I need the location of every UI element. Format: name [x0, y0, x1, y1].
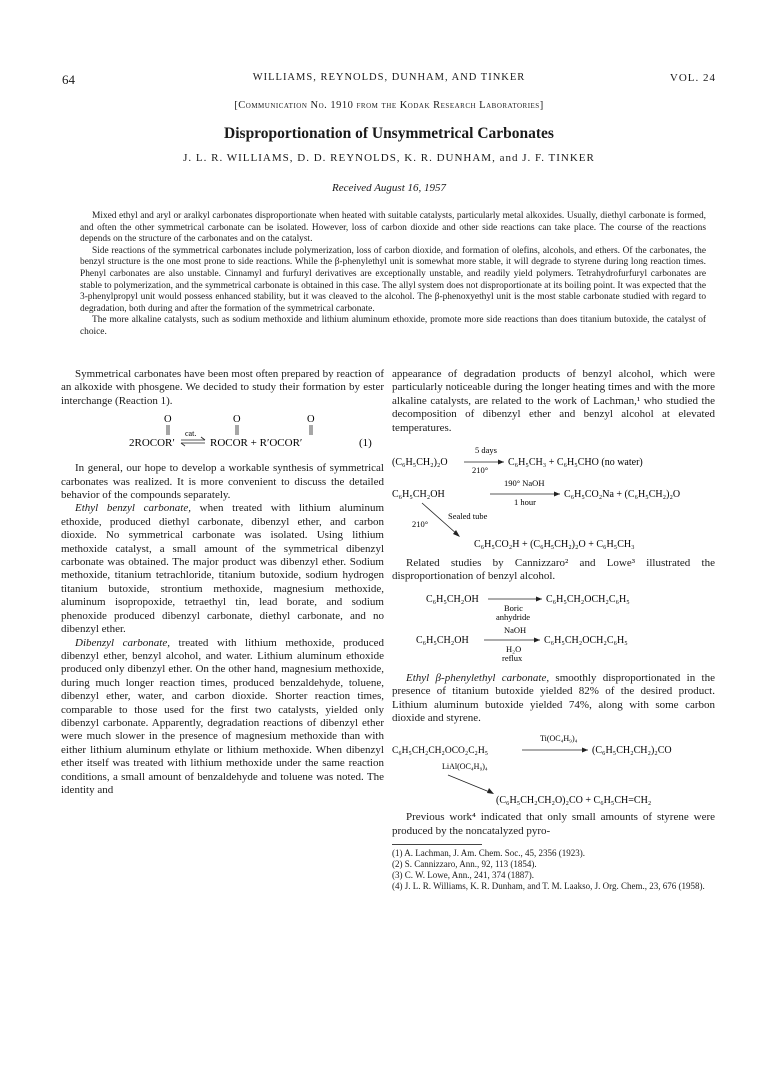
page-number: 64: [62, 72, 75, 87]
body-paragraph: Previous work⁴ indicated that only small amounts of styrene were produced by the noncatalyzed pyro-: [392, 811, 715, 837]
svg-text:190° NaOH: 190° NaOH: [504, 478, 545, 489]
svg-text:210°: 210°: [412, 519, 429, 530]
svg-text:C₆H₅CH₂OH: C₆H₅CH₂OH: [416, 634, 469, 646]
running-header: [62, 72, 716, 90]
svg-text:C₆H₅CH₃ + C₆H₅CHO (no water): C₆H₅CH₃ + C₆H₅CHO (no water): [508, 457, 643, 469]
svg-text:C₆H₅CH₂OCH₂C₆H₅: C₆H₅CH₂OCH₂C₆H₅: [546, 593, 630, 605]
svg-text:Sealed tube: Sealed tube: [448, 511, 488, 522]
catalyst-label: cat.: [185, 429, 197, 439]
svg-text:C₆H₅CH₂OH: C₆H₅CH₂OH: [392, 489, 445, 501]
abstract-paragraph: The more alkaline catalysts, such as sodium methoxide and lithium aluminum ethoxide, promote more side reactions than does titanium butoxide, the catalyst of choice.: [80, 315, 706, 337]
svg-text:(C₆H₅CH₂CH₂O)₂CO + C₆H₅CH=CH₂: (C₆H₅CH₂CH₂O)₂CO + C₆H₅CH=CH₂: [496, 795, 652, 807]
svg-text:Ti(OC₄H₉)₄: Ti(OC₄H₉)₄: [540, 734, 578, 744]
svg-text:1 hour: 1 hour: [514, 497, 536, 508]
footnote: (2) S. Cannizzaro, Ann., 92, 113 (1854).: [392, 859, 537, 870]
running-title: WILLIAMS, REYNOLDS, DUNHAM, AND TINKER: [252, 72, 526, 83]
body-paragraph: Ethyl benzyl carbonate, when treated with lithium aluminum ethoxide, produced diethyl carbonate, dibenzyl ether, and carbon dioxide. No symmetrical carbonate was isolated. Using lithium methoxide catalyst, a small amount of the symmetrical dibenzyl carbonate was obtained. The major product was dibenzyl ether. Sodium methoxide, titanium tetrachloride, titanium butoxide, sodium hydrogen titanium butoxide, strontium methoxide, magnesium methoxide, aluminum isopropoxide, tetraethyl tin, lead borate, and sodium phenoxide produced dibenzyl carbonate, diethyl carbonate, and no dibenzyl ether.: [61, 502, 384, 636]
body-paragraph: Symmetrical carbonates have been most often prepared by reaction of an alkoxide with phosgene. We decided to study their formation by ester interchange (Reaction 1).: [61, 368, 384, 407]
reaction-right: ROCOR + R′OCOR′: [210, 437, 303, 450]
abstract-paragraph: Side reactions of the symmetrical carbonates include polymerization, loss of carbon dioxide, and formation of olefins, alcohols, and ethers. Of the carbonates, the benzyl structure is the one most prone to side reactions. While the β-phenylethyl unit is somewhat more stable, it will degrade to styrene during long reaction times. Phenyl carbonates are also unstable. Cinnamyl and furfuryl derivatives are exceptionally unstable, and readily yield polymers. Tetrahydrofurfuryl carbonates are stable to polymerization, and the symmetrical carbonate is obtained in this case. The allyl system does not disproportionate at its boiling point. It was expected that the 3-phenylpropyl unit would possess enhanced stability, but it was cleaved to the alcohol. The β-phenoxyethyl unit is the most stable carbonate studied with regard to degradation, both during and after the formation of the symmetrical carbonate.: [80, 245, 706, 314]
carbonyl-o: O: [307, 414, 315, 426]
scheme-lachman: [392, 441, 715, 553]
svg-text:210°: 210°: [472, 465, 489, 476]
svg-text:anhydride: anhydride: [496, 611, 530, 622]
footnote: (1) A. Lachman, J. Am. Chem. Soc., 45, 2356 (1923).: [392, 848, 585, 859]
svg-text:C₆H₅CH₂OH: C₆H₅CH₂OH: [426, 593, 479, 605]
abstract: [80, 211, 706, 339]
svg-text:Boric: Boric: [504, 602, 523, 613]
compound-heading: Ethyl β-phenylethyl carbonate,: [406, 671, 550, 684]
scheme-cannizzaro: [392, 588, 715, 668]
svg-text:C₆H₅CH₂CH₂OCO₂C₂H₅: C₆H₅CH₂CH₂OCO₂C₂H₅: [392, 746, 489, 757]
body-paragraph: In general, our hope to develop a workable synthesis of symmetrical carbonates was realized. It is more convenient to discuss the detailed behavior of the compounds separately.: [61, 462, 384, 502]
reaction-left: 2ROCOR′: [129, 437, 175, 450]
abstract-paragraph: Mixed ethyl and aryl or aralkyl carbonates disproportionate when heated with suitable catalysts, particularly metal alkoxides. Usually, diethyl carbonate is formed, and often the other symmetrical carbonate can be isolated. However, loss of carbon dioxide and other side reactions can take place. The course of the reactions depends on the structure of the carbonates and on the catalyst.: [80, 211, 706, 245]
scheme-phenylethyl: [392, 731, 715, 807]
compound-heading: Ethyl benzyl carbonate,: [75, 502, 191, 515]
reaction-1: [61, 410, 384, 458]
volume-label: VOL. 24: [669, 72, 716, 84]
svg-text:reflux: reflux: [502, 652, 523, 663]
carbonyl-o: O: [164, 414, 172, 426]
footnote: (3) C. W. Lowe, Ann., 241, 374 (1887).: [392, 870, 534, 881]
svg-text:LiAl(OC₄H₉)₄: LiAl(OC₄H₉)₄: [442, 762, 488, 772]
footnote: (4) J. L. R. Williams, K. R. Dunham, and T. M. Laakso, J. Org. Chem., 23, 676 (1958).: [392, 881, 705, 892]
footnote-rule: [392, 844, 482, 845]
article-title: Disproportionation of Unsymmetrical Carbonates: [224, 125, 554, 142]
svg-text:C₆H₅CO₂Na + (C₆H₅CH₂)₂O: C₆H₅CO₂Na + (C₆H₅CH₂)₂O: [564, 489, 681, 501]
author-list: J. L. R. WILLIAMS, D. D. REYNOLDS, K. R. DUNHAM, and J. F. TINKER: [183, 152, 595, 164]
left-column: [61, 368, 384, 797]
body-paragraph: Ethyl β-phenylethyl carbonate, smoothly disproportionated in the presence of titanium butoxide yielded 82% of the desired product. Lithium aluminum butoxide yielded 74%, along with some carbon dioxide and styrene.: [392, 671, 715, 725]
carbonyl-o: O: [233, 414, 241, 426]
svg-text:NaOH: NaOH: [504, 624, 527, 635]
svg-text:C₆H₅CO₂H + (C₆H₅CH₂)₂O + C₆H₅C: C₆H₅CO₂H + (C₆H₅CH₂)₂O + C₆H₅CH₃: [474, 539, 635, 551]
equation-number: (1): [359, 437, 372, 450]
compound-heading: Dibenzyl carbonate,: [75, 636, 170, 649]
body-paragraph: Dibenzyl carbonate, treated with lithium methoxide, produced dibenzyl ether, benzyl alcohol, and water. Lithium aluminum ethoxide produced only dibenzyl ether. On the other hand, magnesium methoxide, during much longer reaction times, produced benzaldehyde, toluene, dibenzyl ether, water, and carbon dioxide. Shorter reaction times, comparable to those used for the first two catalysts, yielded only dibenzyl carbonate. Apparently, degradation reactions of dibenzyl ether were much slower in the presence of magnesium methoxide than with either lithium aluminum ethylate or lithium methoxide. When dibenzyl ether itself was treated with lithium methoxide under the same reaction conditions, a small amount of benzaldehyde and toluene was noted. The identity and: [61, 636, 384, 796]
received-date: Received August 16, 1957: [331, 182, 447, 194]
svg-text:H₂O: H₂O: [506, 643, 522, 654]
svg-text:(C₆H₅CH₂)₂O: (C₆H₅CH₂)₂O: [392, 457, 448, 469]
communication-note: [Communication No. 1910 from the Kodak Research Laboratories]: [234, 100, 544, 111]
svg-text:(C₆H₅CH₂CH₂)₂CO: (C₆H₅CH₂CH₂)₂CO: [592, 745, 672, 757]
right-column: [392, 368, 715, 892]
body-paragraph: Related studies by Cannizzaro² and Lowe³ illustrated the disproportionation of benzyl alcohol.: [392, 557, 715, 583]
svg-text:5 days: 5 days: [475, 445, 497, 456]
footnotes: [392, 848, 715, 892]
body-paragraph: appearance of degradation products of benzyl alcohol, which were particularly noticeable during the longer heating times and with the more alkaline catalysts, are related to the work of Lachman,¹ who studied the decomposition of dibenzyl ether and benzyl alcohol at elevated temperatures.: [392, 368, 715, 434]
svg-text:C₆H₅CH₂OCH₂C₆H₅: C₆H₅CH₂OCH₂C₆H₅: [544, 634, 628, 646]
